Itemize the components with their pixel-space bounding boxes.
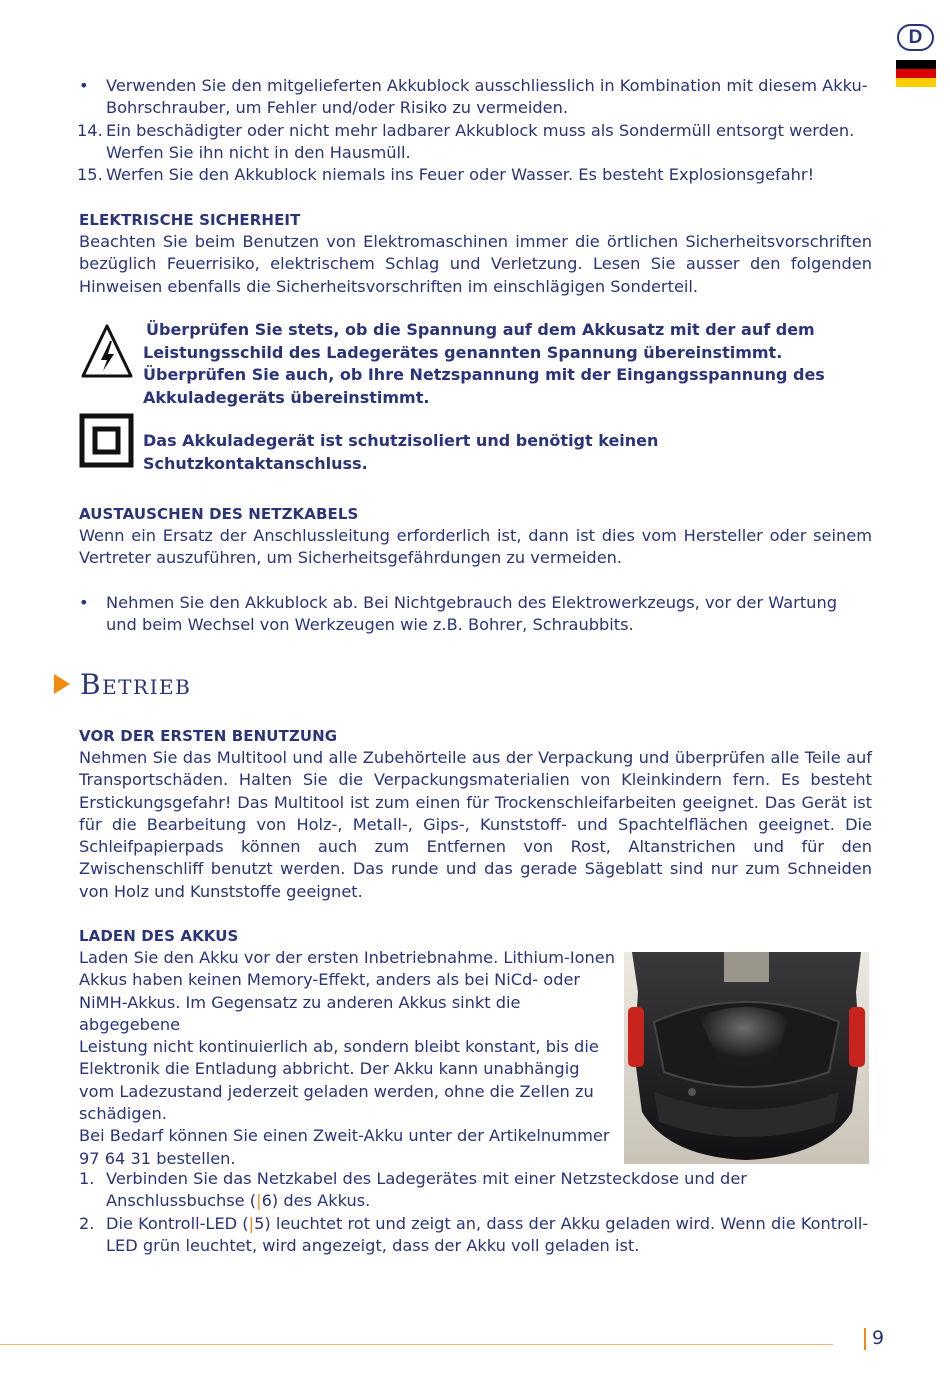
first-use-heading: VOR DER ERSTEN BENUTZUNG [79,727,338,745]
language-badge: D [897,24,934,51]
double-insulation-icon [79,413,134,468]
list-text: Nehmen Sie den Akkublock ab. Bei Nichtgebrauch des Elektrowerkzeugs, vor der Wartung und beim Wechsel von Werkzeugen wie z.B. Bohrer, Schraubbits. [106,593,837,635]
footer-rule [0,1344,833,1345]
charging-text [79,947,624,1170]
text-line: Bei Bedarf können Sie einen Zweit-Akku unter der Artikelnummer [79,1126,610,1146]
page-number: 9 [872,1327,885,1349]
battery-illustration [624,952,869,1164]
list-marker: 2. [79,1213,95,1233]
step-text-post: 5) leuchtet rot und zeigt an, dass der Akku geladen wird. Wenn die Kontroll-LED grün leuchtet, wird angezeigt, dass der Akku voll geladen ist. [106,1213,869,1255]
electric-text: Beachten Sie beim Benutzen von Elektromaschinen immer die örtlichen Sicherheitsvorschriften bezüglich Feuerrisiko, elektrischem Schlag und Verletzung. Lesen Sie ausser den folgenden Hinweisen ebenfalls die Sicherheitsvorschriften im einschlägigen Sonderteil. [79,232,872,296]
text-line: 97 64 31 bestellen. [79,1148,236,1168]
cable-text: Wenn ein Ersatz der Anschlussleitung erforderlich ist, dann ist dies vom Hersteller oder seinem Vertreter auszuführen, um Sicherheitsgefährdungen zu vermeiden. [79,526,872,568]
battery-photo [624,952,869,1164]
list-marker: 1. [79,1169,95,1188]
flag-stripe-red [896,69,936,78]
list-text: Verwenden Sie den mitgelieferten Akkublock ausschliesslich in Kombination mit diesem Akku-Bohrschrauber, um Fehler und/oder Risiko zu vermeiden. [106,76,868,118]
page-number-bar [864,1328,866,1350]
list-marker: • [79,593,89,612]
section-arrow-icon [54,674,70,694]
insulation-note: Das Akkuladegerät ist schutzisoliert und benötigt keinen Schutzkontaktanschluss. [143,431,659,473]
text-line: Akkus haben keinen Memory-Effekt, anders als bei NiCd- oder [79,970,581,990]
section-title [54,666,191,702]
cable-bullet-list [79,592,872,637]
steps-list [79,1168,872,1257]
list-item [79,1213,872,1258]
text-line: vom Ladezustand jederzeit geladen werden, ohne die Zellen zu [79,1081,594,1101]
step-text-pre: Verbinden Sie das Netzkabel des Ladegerätes mit einer Netzsteckdose und der Anschlussbuchse ( [106,1169,747,1211]
electric-heading: ELEKTRISCHE SICHERHEIT [79,211,301,229]
section-title-text: Betrieb [80,667,192,701]
list-marker: 14. [77,120,103,140]
list-item [79,164,872,186]
callout-bar: | [248,1213,255,1233]
high-voltage-warning-icon [80,323,134,379]
text-line: NiMH-Akkus. Im Gegensatz zu anderen Akkus sinkt die abgegebene [79,992,521,1034]
first-use-text: Nehmen Sie das Multitool und alle Zubehörteile aus der Verpackung und überprüfen alle Teile auf Transportschäden. Halten Sie die Verpackungsmaterialien von Kleinkindern fern. Es besteht Erstickungsgefahr! Das Multitool ist zum einen für Trockenschleifarbeiten geeignet. Das Gerät ist für die Bearbeitung von Holz-, Metall-, Gips-, Kunststoff- und Spachtelflächen geeignet. Die Schleifpapierpads können auch zum Entfernen von Rost, Altanstrichen und für den Zwischenschliff benutzt werden. Das runde und das gerade Sägeblatt sind nur zum Schneiden von Holz und Kunststoffe geeignet. [79,748,872,901]
charging-heading: LADEN DES AKKUS [79,927,239,945]
list-text: Werfen Sie den Akkublock niemals ins Feuer oder Wasser. Es besteht Explosionsgefahr! [106,165,815,185]
step-text-post: 6) des Akkus. [261,1191,371,1211]
list-item [79,75,872,120]
text-line: schädigen. [79,1104,167,1124]
text-line: Laden Sie den Akku vor der ersten Inbetriebnahme. Lithium-Ionen [79,948,616,967]
step-text-pre: Die Kontroll-LED ( [106,1213,249,1233]
callout-bar: | [256,1191,262,1211]
text-line: Leistung nicht kontinuierlich ab, sondern bleibt konstant, bis die [79,1037,599,1057]
german-flag-icon [896,60,936,87]
list-item [79,592,872,637]
voltage-note: Überprüfen Sie stets, ob die Spannung auf dem Akkusatz mit der auf dem Leistungsschild des Ladegerätes genannten Spannung übereinstimmt. Überprüfen Sie auch, ob Ihre Netzspannung mit der Eingangsspannung des Akkuladegeräts übereinstimmt. [143,320,825,407]
list-item [79,120,872,165]
list-marker: • [79,76,89,95]
flag-stripe-gold [896,78,936,87]
list-item [79,1168,872,1213]
cable-heading: AUSTAUSCHEN DES NETZKABELS [79,505,359,523]
list-text: Ein beschädigter oder nicht mehr ladbarer Akkublock muss als Sondermüll entsorgt werden. Werfen Sie ihn nicht in den Hausmüll. [106,120,855,162]
flag-stripe-black [896,60,936,69]
intro-list [79,75,872,186]
list-marker: 15. [77,165,103,185]
text-line: Elektronik die Entladung abbricht. Der Akku kann unabhängig [79,1059,580,1079]
